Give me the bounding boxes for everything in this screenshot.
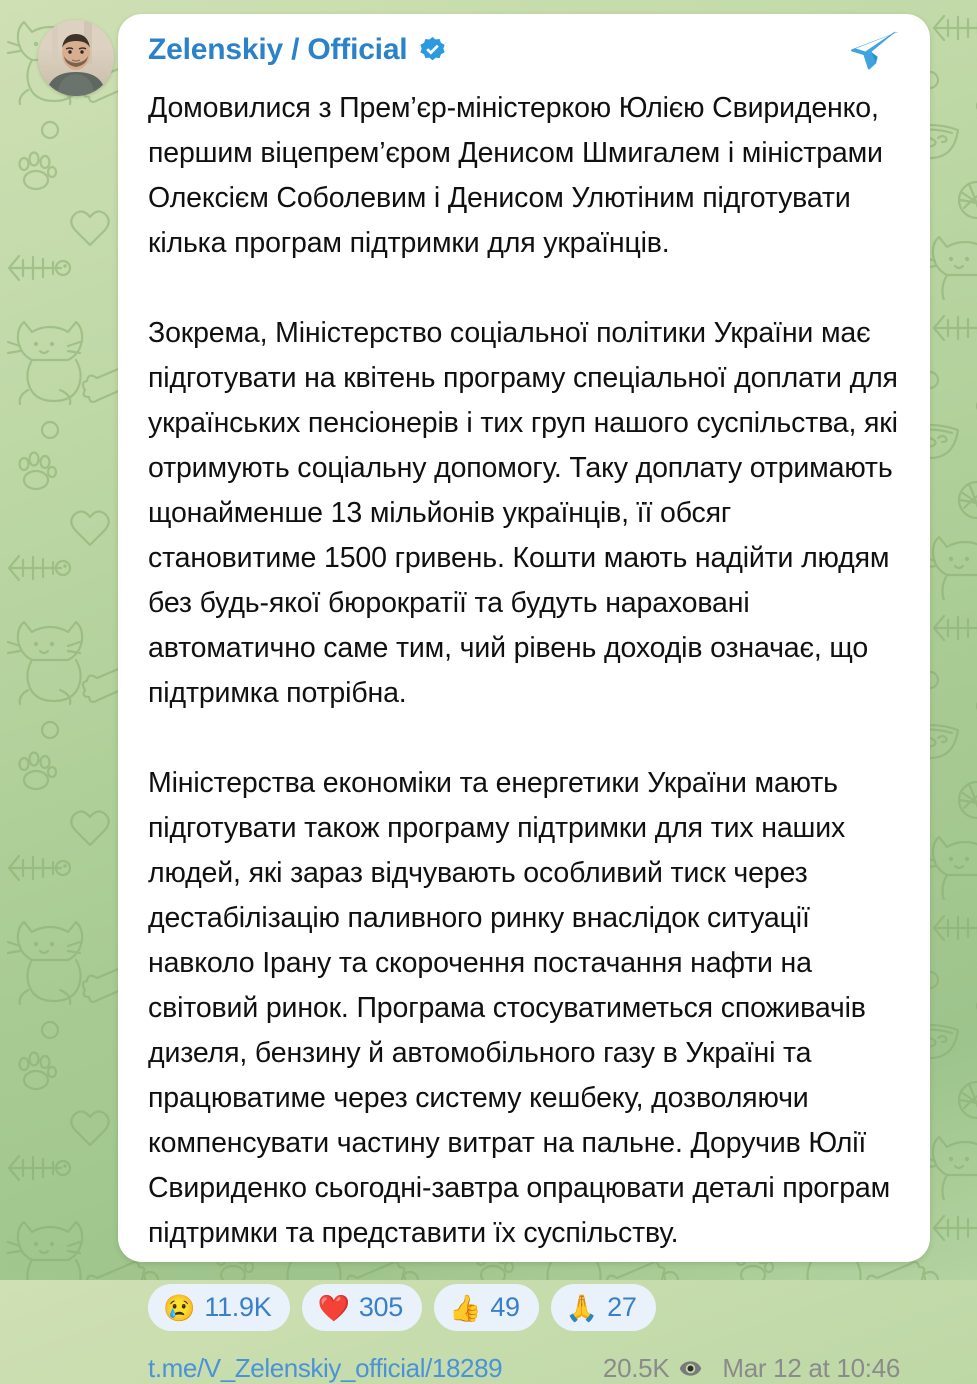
avatar[interactable]	[38, 20, 114, 96]
post-timestamp: Mar 12 at 10:46	[722, 1353, 900, 1383]
reaction-red-heart[interactable]	[302, 1284, 422, 1331]
avatar-photo	[38, 20, 114, 96]
reaction-thumbs-up[interactable]	[434, 1284, 539, 1331]
eye-icon	[679, 1357, 702, 1380]
reaction-crying-face[interactable]	[148, 1284, 290, 1331]
channel-name[interactable]: Zelenskiy / Official	[148, 33, 408, 66]
post-paragraph: Домовилися з Прем’єр-міністеркою Юлією Свириденко, першим віцепрем’єром Денисом Шмигалем і міністрами Олексієм Соболевим і Денисом Улютіним підготувати кілька програм підтримки для українців.	[148, 92, 891, 259]
reaction-count: 27	[607, 1292, 637, 1322]
post-meta	[603, 1353, 904, 1384]
thumbs-up-icon: 👍	[448, 1292, 482, 1323]
post-paragraph: Міністерства економіки та енергетики України мають підготувати також програму підтримки для тих наших людей, які зараз відчувають особливий тиск через дестабілізацію паливного ринку внаслідок ситуації навколо Ірану та скорочення постачання нафти на світовий ринок. Програма стосуватиметься споживачів дизеля, бензину й автомобільного газу в Україні та працюватиме через систему кешбеку, дозволяючи компенсувати частину витрат на пальне. Доручив Юлії Свириденко сьогодні-завтра опрацювати деталі програм підтримки та представити їх суспільству.	[148, 767, 898, 1249]
telegram-post-card	[118, 14, 930, 1383]
post-footer	[144, 1353, 904, 1384]
post-permalink[interactable]: t.me/V_Zelenskiy_official/18289	[148, 1353, 503, 1383]
crying-face-icon: 😢	[163, 1292, 196, 1323]
verified-badge-icon	[418, 36, 447, 65]
reactions-bar	[144, 1284, 904, 1331]
reaction-folded-hands[interactable]	[551, 1284, 656, 1331]
reaction-count: 305	[358, 1292, 403, 1322]
red-heart-icon: ❤️	[317, 1292, 350, 1323]
view-count: 20.5K	[602, 1353, 670, 1383]
post-header	[144, 14, 904, 86]
post-text	[144, 86, 904, 1256]
reaction-count: 49	[490, 1292, 520, 1322]
folded-hands-icon: 🙏	[565, 1292, 599, 1323]
post-paragraph: Зокрема, Міністерство соціальної політики України має підготувати на квітень програму спеціальної доплати для українських пенсіонерів і тих груп нашого суспільства, які отримують соціальну допомогу. Таку доплату отримають щонайменше 13 мільйонів українців, її обсяг становитиме 1500 гривень. Кошти мають надійти людям без будь-якої бюрократії та будуть нараховані автоматично саме тим, чий рівень доходів означає, що підтримка потрібна.	[148, 317, 906, 709]
reaction-count: 11.9K	[204, 1292, 272, 1322]
telegram-logo-icon	[846, 22, 902, 78]
